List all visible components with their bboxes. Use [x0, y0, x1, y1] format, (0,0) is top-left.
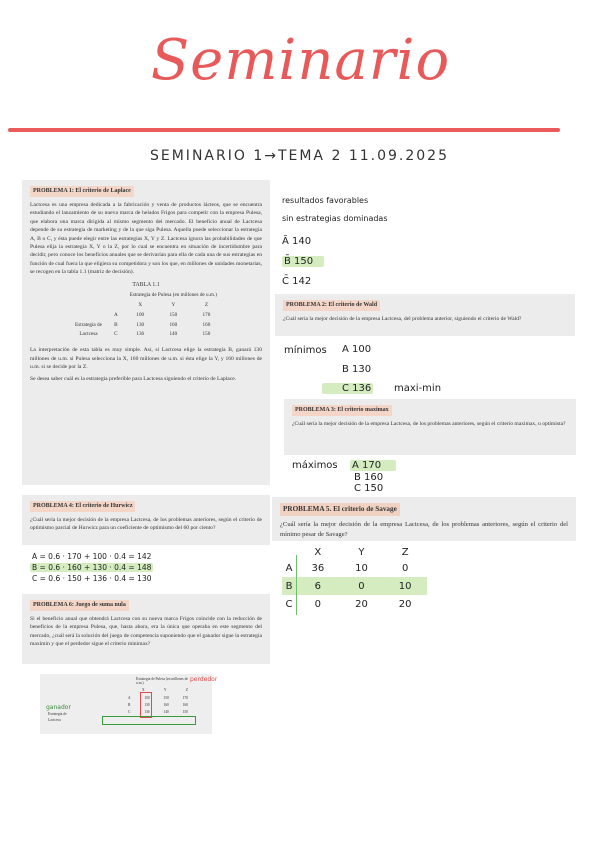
matrix-header: Estrategia de Pulesa (en millones de u.m.) — [129, 292, 217, 299]
table-cell: 160 — [202, 321, 211, 328]
problem-3-question: ¿Cuál sería la mejor decisión de la empresa Lactcesa, de los problemas anteriores, según el criterio maximax, u optimista? — [292, 421, 566, 427]
note-maximos-label: máximos — [292, 460, 338, 471]
page-subtitle: SEMINARIO 1→TEMA 2 11.09.2025 — [150, 148, 449, 164]
savage-cell: 6 — [314, 580, 322, 592]
row-group-label: Estrategia de — [75, 321, 102, 328]
savage-cell: 0 — [358, 580, 365, 592]
note-hurwicz-b: B = 0.6 · 160 + 130 · 0.4 = 148 — [32, 563, 152, 572]
mini-cell: 136 — [144, 710, 150, 714]
table-cell: 170 — [202, 311, 211, 318]
mini-row-name: A — [128, 696, 131, 700]
minimax-column-highlight — [140, 692, 152, 718]
mini-cell: 100 — [144, 696, 150, 700]
problem-6-heading: PROBLEMA 6: Juego de suma nula — [30, 600, 129, 611]
mini-cell: 150 — [163, 696, 169, 700]
note-no-dominated: sin estrategias dominadas — [282, 214, 388, 223]
loser-note: perdedor — [190, 676, 218, 683]
col-header: X — [138, 302, 143, 308]
note-wald-b: B 130 — [342, 364, 372, 375]
table-1-title: TABLA 1.1 — [132, 281, 160, 288]
maximin-row-highlight — [102, 716, 196, 725]
mini-cell: 160 — [163, 703, 169, 707]
problem-2-heading: PROBLEMA 2: El criterio de Wald — [283, 300, 380, 311]
savage-cell: 0 — [401, 562, 409, 574]
zero-sum-matrix-box — [40, 674, 218, 734]
note-maximax-c: C 150 — [354, 483, 384, 494]
problem-6-question: Si el beneficio anual que obtendrá Lactcesa con su nueva marca Frigos coincide con la reducción de beneficios de la empresa Pulesa, que, hasta ahora, era la única que operaba en este segmento del mercado, ¿cuál será la solución del juego de competencia suponiendo que el ganador sigue la estrategia maximin y que el perdedor sigue el criterio minimax? — [30, 616, 262, 648]
table-cell: 140 — [169, 331, 178, 338]
table-cell: 130 — [136, 321, 145, 328]
note-favorable: resultados favorables — [282, 196, 369, 205]
table-cell: 160 — [169, 321, 178, 328]
problem-2-box — [275, 294, 575, 336]
savage-col-header: X — [314, 546, 322, 558]
note-laplace-c: C̄ 142 — [282, 276, 312, 287]
savage-cell: 20 — [398, 598, 412, 610]
note-laplace-a: Ā 140 — [282, 236, 312, 247]
mini-col-header: Y — [163, 688, 167, 692]
problem-5-question: ¿Cuál sería la mejor decisión de la empresa Lactcesa, de los problemas anteriores, según el criterio del mínimo pesar de Savage? — [280, 520, 568, 538]
problem-4-question: ¿Cuál sería la mejor decisión de la empresa Lactcesa, de los problemas anteriores, según el criterio de optimismo parcial de Hurwicz para un coeficiente de optimismo del 60 por ciento? — [30, 517, 262, 532]
col-header: Y — [171, 302, 176, 308]
matrix-divider — [296, 555, 297, 615]
savage-matrix — [282, 545, 427, 615]
savage-col-header: Y — [358, 546, 365, 558]
problem-1-interpretation: La interpretación de esta tabla es muy simple. Así, si Lactcesa elige la estrategia B, ganará 130 millones de u.m. si Pulesa selecciona la X, 160 millones de u.m. si ésta elige la Y, y 160 millones de u.m. si se decide por la Z. — [30, 347, 262, 370]
mini-col-header: Z — [185, 688, 188, 692]
title-underline — [8, 128, 560, 132]
problem-1-question: Se desea saber cuál es la estrategia preferible para Lactcesa siguiendo el criterio de Laplace. — [30, 376, 237, 383]
note-laplace-b: B̄ 150 — [282, 256, 324, 267]
zero-sum-matrix-header: Estrategia de Pulesa (en millones de u.m.) — [136, 677, 188, 686]
table-cell: 136 — [136, 331, 145, 338]
savage-cell: 10 — [398, 580, 412, 592]
mini-cell: 140 — [163, 710, 169, 714]
problem-3-box — [284, 399, 576, 455]
savage-cell: 10 — [355, 562, 368, 574]
savage-row-name: A — [285, 562, 293, 574]
problem-3-heading: PROBLEMA 3: El criterio maximax — [292, 405, 392, 416]
zero-sum-row-label: Lactcesa — [48, 718, 61, 722]
table-cell: 150 — [202, 331, 211, 338]
note-hurwicz-c: C = 0.6 · 150 + 136 · 0.4 = 130 — [32, 574, 152, 583]
winner-note: ganador — [46, 704, 71, 711]
table-cell: 150 — [169, 311, 178, 318]
col-header: Z — [204, 302, 209, 308]
problem-6-box — [22, 594, 270, 664]
mini-cell: 170 — [182, 696, 188, 700]
note-wald-c: C 136 — [322, 383, 373, 394]
savage-row-name: C — [285, 598, 293, 610]
savage-col-header: Z — [401, 546, 409, 558]
mini-cell: 130 — [144, 703, 150, 707]
mini-cell: 150 — [182, 710, 188, 714]
problem-1-box — [22, 180, 270, 485]
decision-matrix — [69, 291, 223, 340]
mini-row-name: B — [128, 703, 131, 707]
problem-1-heading: PROBLEMA 1: El criterio de Laplace — [30, 186, 134, 197]
note-wald-a: A 100 — [342, 344, 372, 355]
problem-5-box — [272, 497, 576, 541]
page-title: Seminario — [150, 28, 451, 93]
table-cell: 100 — [136, 311, 145, 318]
problem-4-box — [22, 495, 270, 545]
mini-row-name: C — [128, 710, 131, 714]
row-name: B — [114, 321, 118, 328]
note-maximax-b: B 160 — [354, 472, 384, 483]
problem-4-heading: PROBLEMA 4: El criterio de Hurwicz — [30, 501, 135, 512]
row-name: C — [114, 331, 118, 338]
mini-col-header: X — [142, 688, 145, 692]
savage-row-name: B — [285, 580, 293, 592]
problem-5-heading: PROBLEMA 5. El criterio de Savage — [280, 503, 400, 516]
savage-cell: 36 — [311, 562, 325, 574]
problem-2-question: ¿Cuál sería la mejor decisión de la empresa Lactcesa, del problema anterior, siguiendo el criterio de Wald? — [283, 316, 522, 322]
row-group-label: Lactcesa — [79, 331, 98, 338]
savage-cell: 20 — [355, 598, 368, 610]
row-name: A — [113, 311, 118, 318]
savage-cell: 0 — [314, 598, 322, 610]
note-minimos-label: mínimos — [284, 345, 327, 356]
zero-sum-row-label: Estrategia de — [48, 712, 67, 716]
problem-1-paragraph: Lactcesa es una empresa dedicada a la fabricación y venta de productos lácteos, que se encuentra estudiando el lanzamiento de su nueva marca de helados Frigos para competir con la empresa Pulesa, que elabora una marca dirigida al mismo segmento del mercado. El beneficio anual de Lactcesa depende de su estrategia de marketing y de la que siga Pulesa. Aquella puede seleccionar la estrategia A, B o C, y ésta puede elegir entre las estrategias X, Y y Z. Lactcesa ignora las probabilidades de que Pulesa elija la estrategia X, Y o la Z, por lo cual se encuentra en situación de incertidumbre para decidir, pero conoce los beneficios anuales que se derivarían para ella de cada una de sus estrategias en función de cual fuera la que eligiera su competidora y son los que, en millones de unidades monetarias, se recogen en la tabla 1.1 (matriz de decisión). — [30, 202, 262, 276]
note-maximax-a: A 170 — [350, 460, 396, 471]
note-hurwicz-a: A = 0.6 · 170 + 100 · 0.4 = 142 — [32, 552, 152, 561]
note-maximin-tag: maxi-min — [394, 383, 442, 394]
mini-cell: 160 — [182, 703, 188, 707]
